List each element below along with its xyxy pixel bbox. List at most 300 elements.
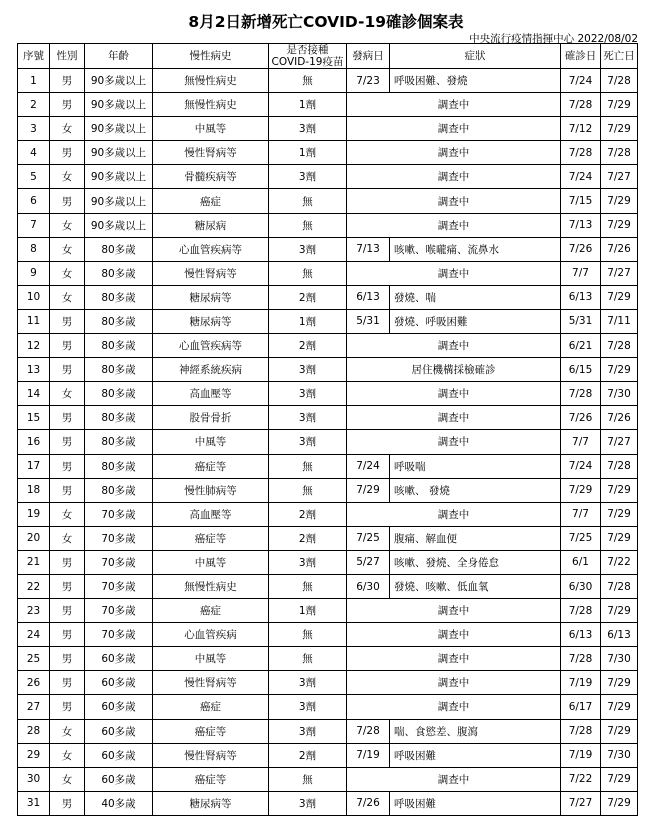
row-history-cell: 心血管疾病 [153, 623, 269, 647]
row-sex-cell: 男 [50, 574, 85, 598]
row-confirmed-cell: 7/7 [561, 261, 601, 285]
row-age-cell: 80多歲 [85, 237, 153, 261]
row-sex-cell: 男 [50, 406, 85, 430]
row-no-cell: 13 [18, 358, 50, 382]
row-symptoms-cell: 咳嗽、發燒、全身倦怠 [390, 550, 561, 574]
cases-table [17, 43, 638, 816]
row-sex-cell: 女 [50, 285, 85, 309]
row-vaccine-cell: 無 [269, 478, 347, 502]
row-sex-cell: 女 [50, 261, 85, 285]
table-row [18, 382, 638, 406]
row-vaccine-cell: 3劑 [269, 237, 347, 261]
row-sex-cell: 女 [50, 382, 85, 406]
row-age-cell: 90多歲以上 [85, 189, 153, 213]
row-sex-cell: 男 [50, 141, 85, 165]
row-no-cell: 10 [18, 285, 50, 309]
row-vaccine-cell: 無 [269, 574, 347, 598]
row-symptoms-cell: 調查中 [347, 261, 561, 285]
row-history-cell: 股骨骨折 [153, 406, 269, 430]
row-no-cell: 4 [18, 141, 50, 165]
row-death-cell: 7/29 [601, 189, 638, 213]
row-vaccine-cell: 3劑 [269, 430, 347, 454]
row-confirmed-cell: 5/31 [561, 309, 601, 333]
row-age-cell: 70多歲 [85, 574, 153, 598]
row-history-cell: 中風等 [153, 550, 269, 574]
row-confirmed-cell: 6/13 [561, 285, 601, 309]
row-death-cell: 7/29 [601, 767, 638, 791]
row-sex-cell: 女 [50, 502, 85, 526]
row-onset-cell: 7/13 [347, 237, 390, 261]
row-death-cell: 7/29 [601, 117, 638, 141]
row-confirmed-cell: 7/13 [561, 213, 601, 237]
table-row [18, 141, 638, 165]
row-sex-cell: 女 [50, 213, 85, 237]
row-confirmed-cell: 6/15 [561, 358, 601, 382]
row-vaccine-cell: 3劑 [269, 719, 347, 743]
row-sex-cell: 女 [50, 165, 85, 189]
row-history-cell: 心血管疾病等 [153, 334, 269, 358]
row-vaccine-cell: 3劑 [269, 382, 347, 406]
table-row [18, 285, 638, 309]
row-vaccine-cell: 2劑 [269, 743, 347, 767]
row-symptoms-cell: 呼吸困難 [390, 791, 561, 815]
header-confirmed: 確診日 [561, 44, 601, 69]
row-no-cell: 28 [18, 719, 50, 743]
row-no-cell: 12 [18, 334, 50, 358]
row-history-cell: 神經系統疾病 [153, 358, 269, 382]
row-history-cell: 慢性腎病等 [153, 671, 269, 695]
row-history-cell: 骨髓疾病等 [153, 165, 269, 189]
row-vaccine-cell: 無 [269, 213, 347, 237]
row-confirmed-cell: 6/13 [561, 623, 601, 647]
row-death-cell: 7/30 [601, 382, 638, 406]
row-confirmed-cell: 7/28 [561, 141, 601, 165]
header-death: 死亡日 [601, 44, 638, 69]
row-confirmed-cell: 6/30 [561, 574, 601, 598]
row-sex-cell: 男 [50, 695, 85, 719]
row-history-cell: 癌症 [153, 189, 269, 213]
row-vaccine-cell: 無 [269, 767, 347, 791]
row-age-cell: 80多歲 [85, 454, 153, 478]
row-symptoms-cell: 呼吸喘 [390, 454, 561, 478]
row-no-cell: 17 [18, 454, 50, 478]
table-row [18, 309, 638, 333]
table-row [18, 189, 638, 213]
header-history: 慢性病史 [153, 44, 269, 69]
row-history-cell: 無慢性病史 [153, 69, 269, 93]
row-age-cell: 90多歲以上 [85, 93, 153, 117]
row-confirmed-cell: 7/19 [561, 671, 601, 695]
row-death-cell: 7/28 [601, 141, 638, 165]
row-symptoms-cell: 居住機構採檢確診 [347, 358, 561, 382]
row-sex-cell: 男 [50, 599, 85, 623]
row-age-cell: 90多歲以上 [85, 117, 153, 141]
row-death-cell: 7/29 [601, 478, 638, 502]
page-title: 8月2日新增死亡COVID-19確診個案表 [188, 13, 464, 31]
row-vaccine-cell: 無 [269, 623, 347, 647]
row-no-cell: 5 [18, 165, 50, 189]
row-history-cell: 高血壓等 [153, 502, 269, 526]
row-vaccine-cell: 3劑 [269, 117, 347, 141]
row-death-cell: 7/27 [601, 430, 638, 454]
row-age-cell: 80多歲 [85, 358, 153, 382]
row-history-cell: 癌症等 [153, 454, 269, 478]
row-no-cell: 16 [18, 430, 50, 454]
row-confirmed-cell: 7/12 [561, 117, 601, 141]
header-sex: 性別 [50, 44, 85, 69]
row-history-cell: 慢性腎病等 [153, 141, 269, 165]
row-vaccine-cell: 無 [269, 261, 347, 285]
row-history-cell: 糖尿病等 [153, 791, 269, 815]
row-history-cell: 中風等 [153, 117, 269, 141]
row-death-cell: 7/30 [601, 647, 638, 671]
row-confirmed-cell: 7/28 [561, 93, 601, 117]
row-death-cell: 7/29 [601, 599, 638, 623]
table-row [18, 695, 638, 719]
row-symptoms-cell: 咳嗽、 發燒 [390, 478, 561, 502]
table-row [18, 93, 638, 117]
row-death-cell: 7/27 [601, 165, 638, 189]
row-age-cell: 70多歲 [85, 623, 153, 647]
row-vaccine-cell: 無 [269, 189, 347, 213]
table-row [18, 647, 638, 671]
row-age-cell: 80多歲 [85, 261, 153, 285]
row-confirmed-cell: 7/28 [561, 599, 601, 623]
row-history-cell: 慢性腎病等 [153, 743, 269, 767]
row-symptoms-cell: 調查中 [347, 141, 561, 165]
table-row [18, 237, 638, 261]
table-header-row [18, 44, 638, 69]
table-row [18, 526, 638, 550]
row-symptoms-cell: 調查中 [347, 695, 561, 719]
row-age-cell: 80多歲 [85, 309, 153, 333]
row-symptoms-cell: 發燒、呼吸困難 [390, 309, 561, 333]
row-symptoms-cell: 調查中 [347, 189, 561, 213]
row-symptoms-cell: 調查中 [347, 165, 561, 189]
row-death-cell: 7/28 [601, 574, 638, 598]
table-row [18, 261, 638, 285]
row-age-cell: 80多歲 [85, 382, 153, 406]
row-history-cell: 慢性腎病等 [153, 261, 269, 285]
row-death-cell: 7/22 [601, 550, 638, 574]
row-onset-cell: 7/19 [347, 743, 390, 767]
header-vaccine-line1: 是否接種 [286, 44, 329, 56]
row-confirmed-cell: 7/26 [561, 406, 601, 430]
row-age-cell: 80多歲 [85, 430, 153, 454]
row-confirmed-cell: 6/17 [561, 695, 601, 719]
header-vaccine-line2: COVID-19疫苗 [271, 56, 344, 68]
row-onset-cell: 7/29 [347, 478, 390, 502]
row-death-cell: 7/27 [601, 261, 638, 285]
row-age-cell: 90多歲以上 [85, 69, 153, 93]
row-age-cell: 90多歲以上 [85, 213, 153, 237]
row-sex-cell: 男 [50, 478, 85, 502]
row-confirmed-cell: 7/27 [561, 791, 601, 815]
row-history-cell: 中風等 [153, 430, 269, 454]
row-symptoms-cell: 調查中 [347, 623, 561, 647]
row-no-cell: 22 [18, 574, 50, 598]
row-death-cell: 7/29 [601, 791, 638, 815]
row-sex-cell: 男 [50, 358, 85, 382]
row-sex-cell: 女 [50, 743, 85, 767]
row-vaccine-cell: 3劑 [269, 671, 347, 695]
row-vaccine-cell: 無 [269, 454, 347, 478]
table-row [18, 358, 638, 382]
row-vaccine-cell: 2劑 [269, 334, 347, 358]
row-vaccine-cell: 1劑 [269, 141, 347, 165]
row-sex-cell: 女 [50, 526, 85, 550]
row-sex-cell: 男 [50, 550, 85, 574]
table-row [18, 599, 638, 623]
row-sex-cell: 男 [50, 309, 85, 333]
row-age-cell: 80多歲 [85, 406, 153, 430]
row-sex-cell: 男 [50, 93, 85, 117]
row-confirmed-cell: 7/28 [561, 719, 601, 743]
row-no-cell: 30 [18, 767, 50, 791]
table-row [18, 69, 638, 93]
row-no-cell: 31 [18, 791, 50, 815]
header-onset: 發病日 [347, 44, 390, 69]
row-history-cell: 癌症等 [153, 526, 269, 550]
row-death-cell: 7/29 [601, 695, 638, 719]
row-confirmed-cell: 6/1 [561, 550, 601, 574]
table-row [18, 743, 638, 767]
row-death-cell: 7/29 [601, 358, 638, 382]
table-row [18, 767, 638, 791]
row-death-cell: 7/26 [601, 237, 638, 261]
table-row [18, 334, 638, 358]
row-history-cell: 慢性肺病等 [153, 478, 269, 502]
row-symptoms-cell: 調查中 [347, 647, 561, 671]
row-onset-cell: 6/13 [347, 285, 390, 309]
row-history-cell: 心血管疾病等 [153, 237, 269, 261]
table-row [18, 213, 638, 237]
row-confirmed-cell: 7/22 [561, 767, 601, 791]
row-history-cell: 中風等 [153, 647, 269, 671]
table-row [18, 406, 638, 430]
table-row [18, 454, 638, 478]
row-symptoms-cell: 調查中 [347, 599, 561, 623]
row-death-cell: 7/29 [601, 285, 638, 309]
row-sex-cell: 女 [50, 719, 85, 743]
row-no-cell: 9 [18, 261, 50, 285]
row-onset-cell: 7/24 [347, 454, 390, 478]
row-vaccine-cell: 無 [269, 647, 347, 671]
row-symptoms-cell: 調查中 [347, 93, 561, 117]
row-age-cell: 60多歲 [85, 695, 153, 719]
row-no-cell: 19 [18, 502, 50, 526]
row-death-cell: 7/26 [601, 406, 638, 430]
header-vaccine [269, 44, 347, 69]
row-age-cell: 70多歲 [85, 599, 153, 623]
row-confirmed-cell: 7/28 [561, 647, 601, 671]
row-history-cell: 糖尿病等 [153, 309, 269, 333]
row-confirmed-cell: 7/7 [561, 502, 601, 526]
row-symptoms-cell: 腹痛、解血便 [390, 526, 561, 550]
table-row [18, 671, 638, 695]
row-vaccine-cell: 3劑 [269, 791, 347, 815]
row-no-cell: 26 [18, 671, 50, 695]
row-vaccine-cell: 3劑 [269, 406, 347, 430]
row-sex-cell: 男 [50, 671, 85, 695]
row-history-cell: 無慢性病史 [153, 93, 269, 117]
row-sex-cell: 女 [50, 237, 85, 261]
row-symptoms-cell: 發燒、喘 [390, 285, 561, 309]
row-history-cell: 癌症等 [153, 767, 269, 791]
row-sex-cell: 男 [50, 647, 85, 671]
row-vaccine-cell: 無 [269, 69, 347, 93]
row-onset-cell: 5/31 [347, 309, 390, 333]
row-confirmed-cell: 7/29 [561, 478, 601, 502]
row-age-cell: 60多歲 [85, 671, 153, 695]
row-sex-cell: 男 [50, 430, 85, 454]
header-symptoms: 症狀 [390, 44, 561, 69]
row-onset-cell: 6/30 [347, 574, 390, 598]
row-death-cell: 6/13 [601, 623, 638, 647]
row-age-cell: 60多歲 [85, 719, 153, 743]
row-symptoms-cell: 調查中 [347, 406, 561, 430]
row-onset-cell: 7/25 [347, 526, 390, 550]
row-vaccine-cell: 2劑 [269, 526, 347, 550]
row-confirmed-cell: 7/25 [561, 526, 601, 550]
row-no-cell: 25 [18, 647, 50, 671]
row-history-cell: 糖尿病 [153, 213, 269, 237]
row-age-cell: 70多歲 [85, 550, 153, 574]
row-vaccine-cell: 3劑 [269, 165, 347, 189]
row-age-cell: 40多歲 [85, 791, 153, 815]
table-row [18, 791, 638, 815]
row-no-cell: 27 [18, 695, 50, 719]
row-confirmed-cell: 7/7 [561, 430, 601, 454]
header-no: 序號 [18, 44, 50, 69]
row-symptoms-cell: 調查中 [347, 671, 561, 695]
row-no-cell: 20 [18, 526, 50, 550]
row-death-cell: 7/28 [601, 334, 638, 358]
row-sex-cell: 女 [50, 767, 85, 791]
row-confirmed-cell: 7/19 [561, 743, 601, 767]
row-vaccine-cell: 3劑 [269, 358, 347, 382]
table-row [18, 117, 638, 141]
row-death-cell: 7/29 [601, 502, 638, 526]
row-symptoms-cell: 調查中 [347, 213, 561, 237]
table-row [18, 478, 638, 502]
row-symptoms-cell: 喘、食慾差、腹瀉 [390, 719, 561, 743]
row-no-cell: 7 [18, 213, 50, 237]
table-row [18, 165, 638, 189]
row-no-cell: 21 [18, 550, 50, 574]
row-history-cell: 無慢性病史 [153, 574, 269, 598]
row-no-cell: 18 [18, 478, 50, 502]
row-symptoms-cell: 呼吸困難 [390, 743, 561, 767]
header-age: 年齡 [85, 44, 153, 69]
row-symptoms-cell: 調查中 [347, 117, 561, 141]
row-age-cell: 90多歲以上 [85, 141, 153, 165]
row-death-cell: 7/29 [601, 213, 638, 237]
row-confirmed-cell: 7/24 [561, 454, 601, 478]
row-death-cell: 7/28 [601, 454, 638, 478]
row-no-cell: 8 [18, 237, 50, 261]
row-sex-cell: 女 [50, 117, 85, 141]
row-death-cell: 7/28 [601, 69, 638, 93]
row-confirmed-cell: 7/26 [561, 237, 601, 261]
row-death-cell: 7/29 [601, 93, 638, 117]
row-no-cell: 1 [18, 69, 50, 93]
row-age-cell: 80多歲 [85, 285, 153, 309]
row-death-cell: 7/11 [601, 309, 638, 333]
row-sex-cell: 男 [50, 189, 85, 213]
row-no-cell: 14 [18, 382, 50, 406]
row-no-cell: 11 [18, 309, 50, 333]
row-confirmed-cell: 7/15 [561, 189, 601, 213]
row-confirmed-cell: 7/24 [561, 69, 601, 93]
row-no-cell: 23 [18, 599, 50, 623]
table-row [18, 719, 638, 743]
row-no-cell: 24 [18, 623, 50, 647]
row-onset-cell: 7/23 [347, 69, 390, 93]
table-row [18, 623, 638, 647]
row-no-cell: 2 [18, 93, 50, 117]
row-death-cell: 7/30 [601, 743, 638, 767]
row-history-cell: 糖尿病等 [153, 285, 269, 309]
row-sex-cell: 男 [50, 454, 85, 478]
row-onset-cell: 7/28 [347, 719, 390, 743]
row-history-cell: 癌症 [153, 695, 269, 719]
row-death-cell: 7/29 [601, 526, 638, 550]
row-no-cell: 3 [18, 117, 50, 141]
row-age-cell: 90多歲以上 [85, 165, 153, 189]
row-sex-cell: 男 [50, 334, 85, 358]
row-history-cell: 高血壓等 [153, 382, 269, 406]
table-row [18, 550, 638, 574]
row-vaccine-cell: 1劑 [269, 599, 347, 623]
row-history-cell: 癌症等 [153, 719, 269, 743]
row-history-cell: 癌症 [153, 599, 269, 623]
row-vaccine-cell: 1劑 [269, 309, 347, 333]
row-age-cell: 80多歲 [85, 478, 153, 502]
row-onset-cell: 5/27 [347, 550, 390, 574]
row-age-cell: 60多歲 [85, 647, 153, 671]
table-row [18, 502, 638, 526]
row-age-cell: 70多歲 [85, 502, 153, 526]
row-death-cell: 7/29 [601, 719, 638, 743]
row-age-cell: 80多歲 [85, 334, 153, 358]
row-confirmed-cell: 7/28 [561, 382, 601, 406]
row-vaccine-cell: 2劑 [269, 502, 347, 526]
row-symptoms-cell: 調查中 [347, 334, 561, 358]
row-no-cell: 15 [18, 406, 50, 430]
row-vaccine-cell: 3劑 [269, 550, 347, 574]
row-vaccine-cell: 2劑 [269, 285, 347, 309]
table-row [18, 430, 638, 454]
row-age-cell: 60多歲 [85, 767, 153, 791]
source-label: 中央流行疫情指揮中心 2022/08/02 [469, 33, 638, 45]
row-symptoms-cell: 調查中 [347, 382, 561, 406]
row-symptoms-cell: 咳嗽、喉嚨痛、流鼻水 [390, 237, 561, 261]
row-symptoms-cell: 調查中 [347, 430, 561, 454]
row-sex-cell: 男 [50, 791, 85, 815]
table-body [18, 69, 638, 816]
row-onset-cell: 7/26 [347, 791, 390, 815]
table-row [18, 574, 638, 598]
row-sex-cell: 男 [50, 623, 85, 647]
row-age-cell: 70多歲 [85, 526, 153, 550]
row-symptoms-cell: 呼吸困難、發燒 [390, 69, 561, 93]
row-death-cell: 7/29 [601, 671, 638, 695]
row-no-cell: 6 [18, 189, 50, 213]
row-confirmed-cell: 7/24 [561, 165, 601, 189]
row-sex-cell: 男 [50, 69, 85, 93]
row-vaccine-cell: 1劑 [269, 93, 347, 117]
